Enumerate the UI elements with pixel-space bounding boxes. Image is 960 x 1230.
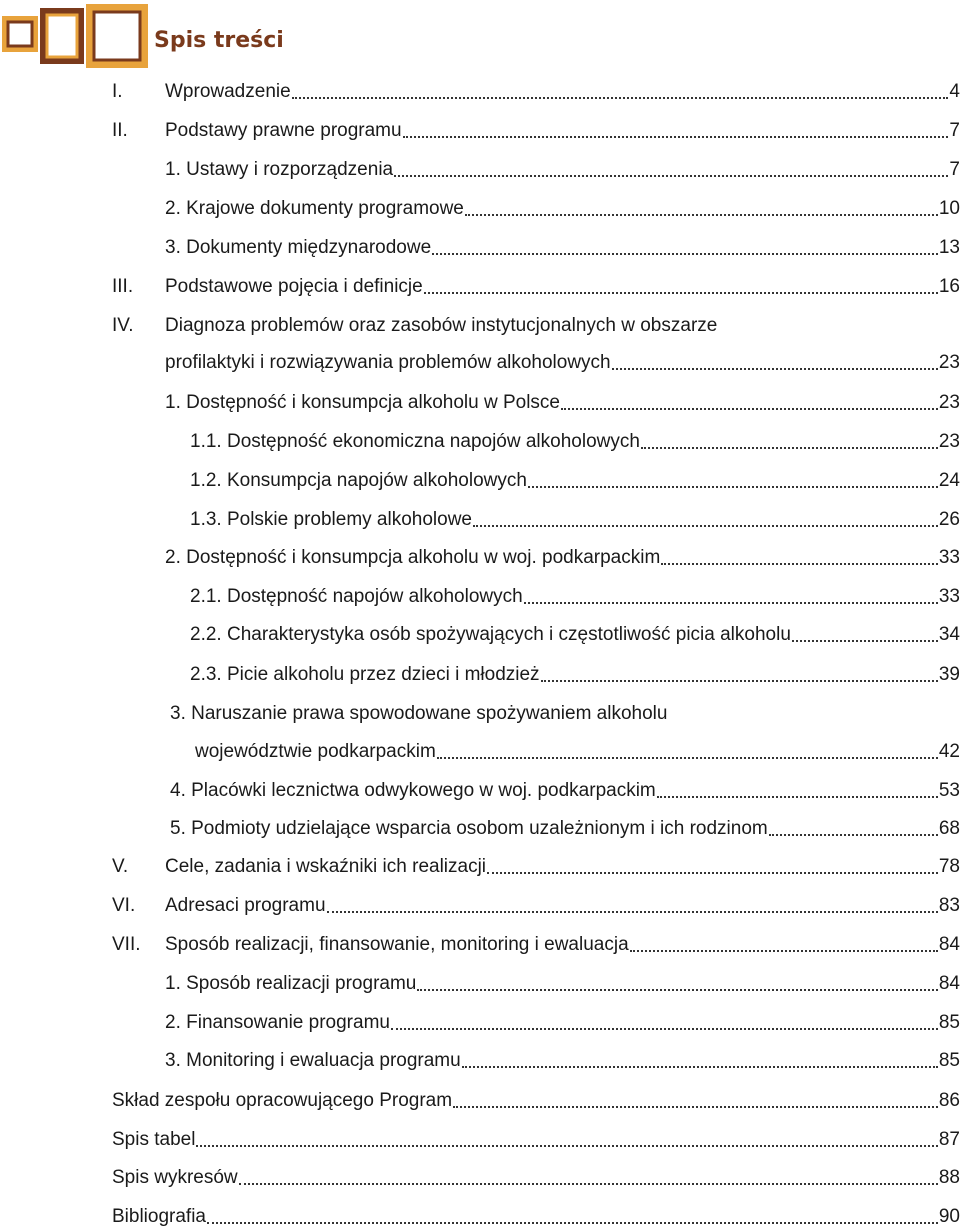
dot-leader	[657, 795, 938, 798]
toc-entry-page: 85	[938, 1050, 960, 1071]
dot-leader	[561, 407, 938, 410]
toc-entry-page: 86	[938, 1090, 960, 1111]
dot-leader	[417, 988, 938, 991]
toc-entry[interactable]	[112, 1128, 960, 1152]
toc-entry[interactable]	[165, 119, 960, 143]
toc-entry-title: 1. Ustawy i rozporządzenia	[165, 159, 394, 180]
dot-leader	[453, 1105, 938, 1108]
toc-entry[interactable]	[170, 779, 960, 803]
toc-entry[interactable]	[170, 817, 960, 841]
toc-entry-page: 4	[949, 81, 960, 102]
toc-entry-title: Sposób realizacji, finansowanie, monitoring i ewaluacja	[165, 934, 629, 955]
toc-entry[interactable]	[165, 933, 960, 957]
toc-entry-title: 1. Dostępność i konsumpcja alkoholu w Polsce	[165, 392, 560, 413]
toc-number: III.	[112, 276, 134, 297]
toc-entry-page: 84	[938, 973, 960, 994]
toc-entry-title: 5. Podmioty udzielające wsparcia osobom uzależnionym i ich rodzinom	[170, 818, 768, 839]
toc-entry-page: 39	[938, 664, 960, 685]
dot-leader	[196, 1144, 937, 1147]
dot-leader	[207, 1221, 938, 1224]
toc-entry-page: 23	[938, 352, 960, 373]
toc-entry[interactable]	[165, 391, 960, 415]
dot-leader	[541, 679, 938, 682]
toc-entry[interactable]	[190, 469, 960, 493]
toc-entry-title: Skład zespołu opracowującego Program	[112, 1090, 453, 1111]
toc-entry-page: 83	[938, 895, 960, 916]
toc-entry-page: 53	[938, 780, 960, 801]
toc-entry-title: 2. Finansowanie programu	[165, 1012, 390, 1033]
toc-entry-page: 34	[938, 624, 960, 645]
toc-entry-page: 42	[938, 741, 960, 762]
toc-entry-title: 2.3. Picie alkoholu przez dzieci i młodzież	[190, 664, 540, 685]
toc-entry-title: 1.3. Polskie problemy alkoholowe	[190, 509, 472, 530]
dot-leader	[432, 252, 938, 255]
toc-entry-title: 2.2. Charakterystyka osób spożywających i częstotliwość picia alkoholu	[190, 624, 791, 645]
toc-entry[interactable]	[165, 855, 960, 879]
dot-leader	[292, 96, 949, 99]
toc-entry-page: 78	[938, 856, 960, 877]
dot-leader	[792, 639, 938, 642]
toc-entry-title-line1: Diagnoza problemów oraz zasobów instytucjonalnych w obszarze	[165, 315, 718, 336]
toc-number: VII.	[112, 934, 141, 955]
toc-entry[interactable]	[165, 546, 960, 570]
toc-entry-title: Cele, zadania i wskaźniki ich realizacji	[165, 856, 487, 877]
toc-entry-title: Spis wykresów	[112, 1167, 238, 1188]
toc-entry-title: Wprowadzenie	[165, 81, 291, 102]
dot-leader	[661, 562, 938, 565]
dot-leader	[465, 213, 938, 216]
toc-entry-page: 16	[938, 276, 960, 297]
toc-entry-title: Adresaci programu	[165, 895, 326, 916]
toc-entry-page: 23	[938, 392, 960, 413]
toc-entry-page: 26	[938, 509, 960, 530]
toc-entry-page: 87	[938, 1129, 960, 1150]
toc-entry-page: 88	[938, 1167, 960, 1188]
toc-entry-title: województwie podkarpackim	[195, 741, 436, 762]
toc-entry-page: 10	[938, 198, 960, 219]
toc-entry[interactable]	[190, 585, 960, 609]
toc-entry-title: 4. Placówki lecznictwa odwykowego w woj. podkarpackim	[170, 780, 656, 801]
dot-leader	[473, 524, 938, 527]
dot-leader	[403, 135, 949, 138]
toc-entry[interactable]	[165, 158, 960, 182]
dot-leader	[462, 1065, 938, 1068]
toc-entry-title: Podstawy prawne programu	[165, 120, 402, 141]
toc-entry[interactable]	[112, 1089, 960, 1113]
dot-leader	[528, 485, 938, 488]
dot-leader	[487, 871, 938, 874]
frame-inner-2	[47, 15, 77, 57]
toc-heading: Spis treści	[154, 28, 284, 53]
dot-leader	[769, 833, 938, 836]
toc-entry-page: 24	[938, 470, 960, 491]
dot-leader	[424, 291, 938, 294]
toc-entry-page: 85	[938, 1012, 960, 1033]
toc-entry[interactable]	[165, 236, 960, 260]
toc-entry-title: Podstawowe pojęcia i definicje	[165, 276, 423, 297]
toc-entry[interactable]	[165, 894, 960, 918]
toc-entry[interactable]	[190, 430, 960, 454]
toc-entry-page: 68	[938, 818, 960, 839]
toc-entry[interactable]	[190, 663, 960, 687]
toc-entry-title: 2. Dostępność i konsumpcja alkoholu w woj. podkarpackim	[165, 547, 661, 568]
frame-inner-1	[8, 22, 32, 46]
dot-leader	[394, 174, 948, 177]
dot-leader	[391, 1027, 938, 1030]
toc-entry-page: 33	[938, 547, 960, 568]
toc-entry-page: 23	[938, 431, 960, 452]
toc-entry-title: Bibliografia	[112, 1206, 206, 1227]
toc-entry-title: 1.2. Konsumpcja napojów alkoholowych	[190, 470, 527, 491]
toc-entry[interactable]	[190, 623, 960, 647]
toc-entry[interactable]	[165, 80, 960, 104]
frame-inner-3	[94, 12, 140, 60]
toc-entry[interactable]	[165, 275, 960, 299]
toc-number: V.	[112, 856, 129, 877]
toc-entry-page: 7	[949, 120, 960, 141]
toc-entry[interactable]	[165, 972, 960, 996]
toc-entry[interactable]	[190, 508, 960, 532]
toc-entry[interactable]	[112, 1205, 960, 1229]
toc-number: II.	[112, 120, 128, 141]
toc-entry-title: 3. Dokumenty międzynarodowe	[165, 237, 432, 258]
toc-entry-page: 7	[949, 159, 960, 180]
dot-leader	[612, 367, 938, 370]
toc-entry[interactable]	[165, 351, 960, 375]
toc-entry-title: 1.1. Dostępność ekonomiczna napojów alkoholowych	[190, 431, 640, 452]
decorative-frames-logo	[0, 0, 150, 70]
toc-number: VI.	[112, 895, 136, 916]
toc-entry-page: 33	[938, 586, 960, 607]
dot-leader	[630, 949, 938, 952]
toc-number: I.	[112, 81, 123, 102]
toc-entry-page: 84	[938, 934, 960, 955]
toc-entry-title: Spis tabel	[112, 1129, 196, 1150]
toc-entry-title: 1. Sposób realizacji programu	[165, 973, 417, 994]
toc-entry-page: 13	[938, 237, 960, 258]
toc-entry[interactable]	[165, 1049, 960, 1073]
dot-leader	[327, 910, 938, 913]
toc-entry-title: 3. Monitoring i ewaluacja programu	[165, 1050, 461, 1071]
dot-leader	[437, 756, 938, 759]
dot-leader	[239, 1182, 938, 1185]
toc-entry[interactable]	[165, 1011, 960, 1035]
toc-entry[interactable]	[195, 740, 960, 764]
toc-entry[interactable]	[165, 197, 960, 221]
toc-number: IV.	[112, 315, 134, 336]
toc-entry[interactable]	[112, 1166, 960, 1190]
toc-entry-title: profilaktyki i rozwiązywania problemów alkoholowych	[165, 352, 611, 373]
toc-entry-title-line1: 3. Naruszanie prawa spowodowane spożywaniem alkoholu	[170, 703, 668, 724]
dot-leader	[524, 601, 938, 604]
toc-entry-page: 90	[938, 1206, 960, 1227]
toc-entry-title: 2. Krajowe dokumenty programowe	[165, 198, 464, 219]
toc-entry-title: 2.1. Dostępność napojów alkoholowych	[190, 586, 523, 607]
dot-leader	[641, 446, 938, 449]
